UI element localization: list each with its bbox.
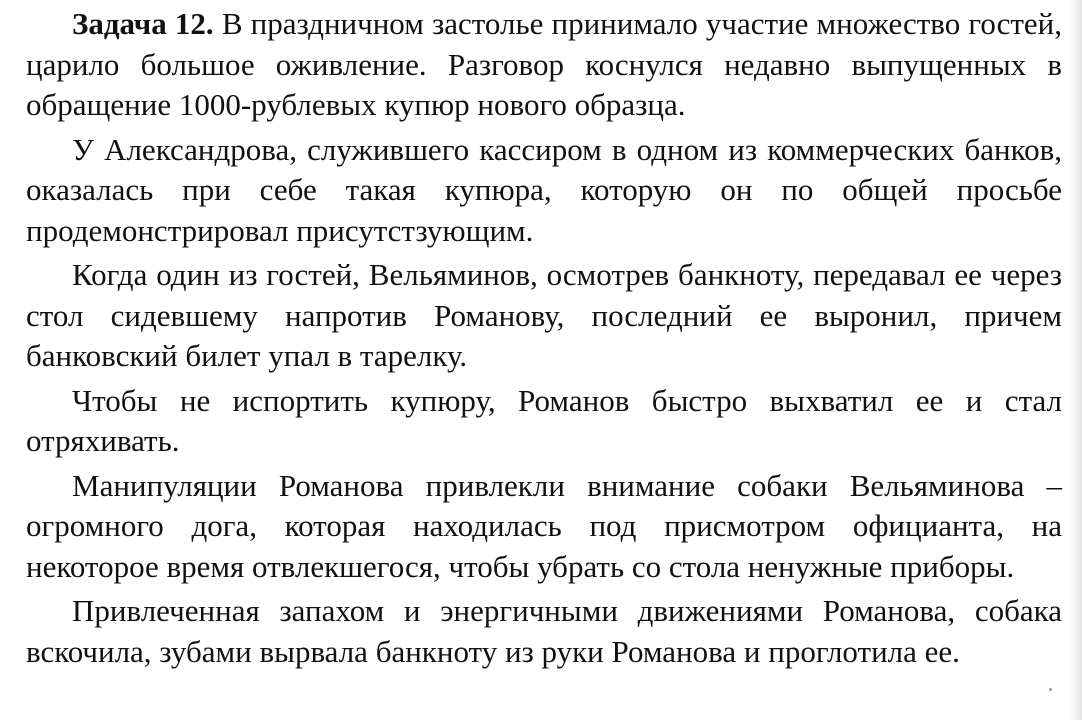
scan-speck [1049,688,1052,691]
task-paragraph-5: Манипуляции Романова привлекли внимание собаки Вельяминова – огромного дога, которая находилась под присмотром официанта, на некоторое время отвлекшегося, чтобы убрать со стола ненужные приборы. [26,467,1062,584]
scan-shadow-edge [1068,0,1082,720]
task-paragraph-2: У Александрова, служившего кассиром в одном из коммерческих банков, оказалась при себе такая купюра, которую он по общей просьбе продемонстрировал присутстзующим. [26,131,1062,248]
task-text [26,4,1062,676]
task-paragraph-4: Чтобы не испортить купюру, Романов быстро выхватил ее и стал отряхивать. [26,382,1062,458]
task-label: Задача 12. [72,6,214,41]
paragraph-text: В праздничном застолье принимало участие множество гостей, царило большое оживление. Разговор коснулся недавно выпущенных в обращение 1000-рублевых купюр нового образца. [26,6,1062,122]
task-paragraph-1 [26,4,1062,126]
task-paragraph-3: Когда один из гостей, Вельяминов, осмотрев банкноту, передавал ее через стол сидевшему напротив Романову, последний ее выронил, причем банковский билет упал в тарелку. [26,257,1062,373]
task-paragraph-6: Привлеченная запахом и энергичными движениями Романова, собака вскочила, зубами вырвала банкноту из руки Романова и проглотила ее. [26,593,1062,669]
